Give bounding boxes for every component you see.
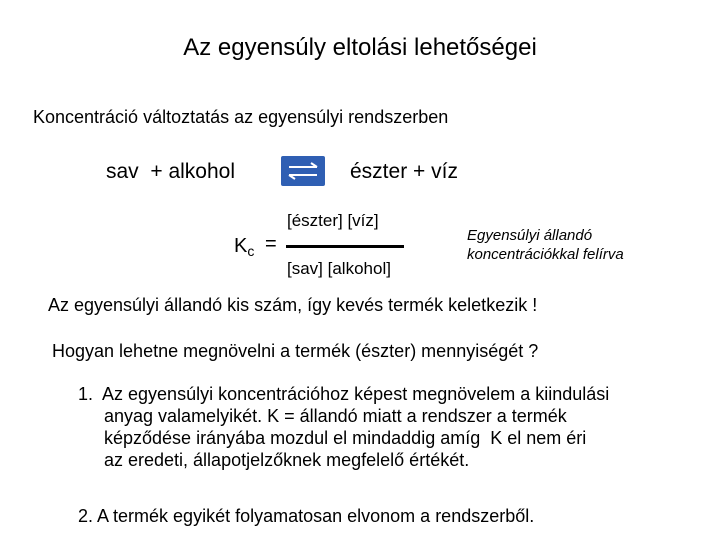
list-item-1-line-1: 1. Az egyensúlyi koncentrációhoz képest megnövelem a kiindulási [78,384,610,404]
list-item-1-line-3: képződése irányába mozdul el mindaddig amíg K el nem éri [104,428,587,448]
fraction-denominator: [sav] [alkohol] [287,259,391,278]
list-item-1 [78,383,609,471]
reactants-text: sav + alkohol [106,160,235,183]
kc-subscript: c [247,243,255,259]
fraction-numerator: [észter] [víz] [287,211,379,230]
equals-sign: = [265,233,277,255]
products-text: észter + víz [350,160,458,183]
kc-symbol [234,234,254,263]
slide-title: Az egyensúly eltolási lehetőségei [183,34,537,61]
kc-letter: K [234,235,248,257]
side-note-line-2: koncentrációkkal felírva [467,246,624,263]
side-note [467,226,624,264]
equilibrium-arrows-icon [281,156,325,186]
equilibrium-arrows-graphic [281,156,325,186]
subtitle: Koncentráció változtatás az egyensúlyi rendszerben [33,107,449,127]
list-item-2: 2. A termék egyikét folyamatosan elvonom a rendszerből. [78,506,535,526]
statement-text: Az egyensúlyi állandó kis szám, így kevés termék keletkezik ! [48,295,538,315]
question-text: Hogyan lehetne megnövelni a termék (észter) mennyiségét ? [52,341,539,361]
list-item-1-line-4: az eredeti, állapotjelzőknek megfelelő értékét. [104,450,470,470]
list-item-1-line-2: anyag valamelyikét. K = állandó miatt a rendszer a termék [104,406,567,426]
side-note-line-1: Egyensúlyi állandó [467,227,593,244]
fraction-line [286,245,404,248]
